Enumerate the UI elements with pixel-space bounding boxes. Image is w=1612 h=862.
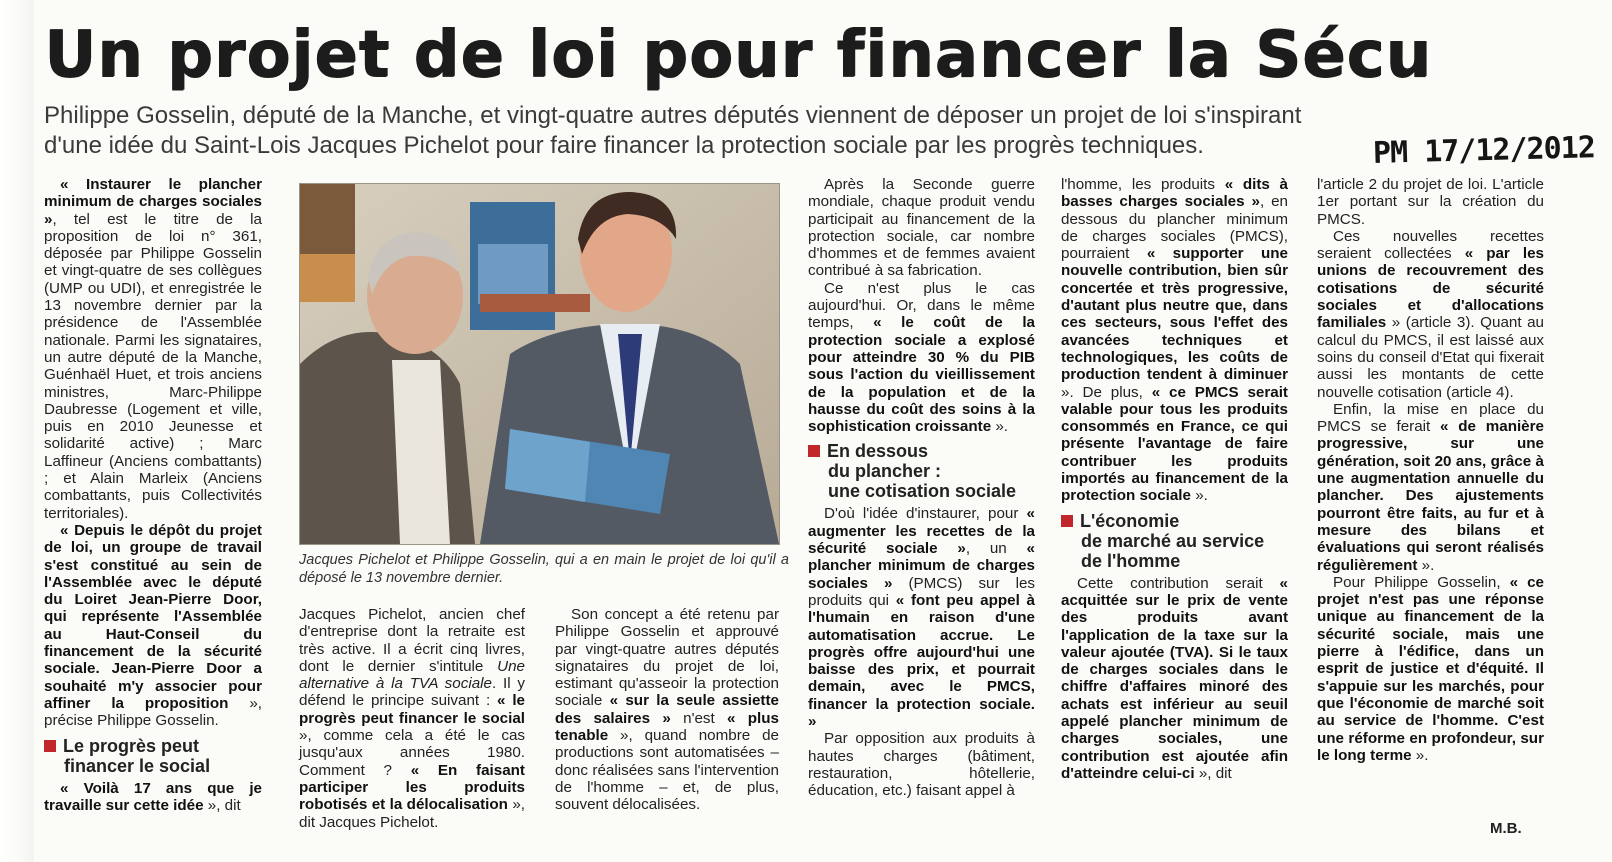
column-1	[44, 176, 262, 814]
subheading: L'économie de marché au service de l'homme	[1061, 511, 1288, 571]
paragraph: l'article 2 du projet de loi. L'article 1er portant sur la création du PMCS.	[1317, 176, 1544, 228]
paragraph: l'homme, les produits « dits à basses charges sociales », en dessous du plancher minimum de charges sociales (PMCS), pourraient « supporter une nouvelle contribution, bien sûr concertée et très progressive, d'autant plus neutre que, dans ces secteurs, sous l'effet des avancées techniques et technologiques, les coûts de production tendent à diminuer ». De plus, « ce PMCS serait valable pour tous les produits consommés en France, ce qui présente l'avantage de faire contribuer les produits importés au financement de la protection sociale ».	[1061, 176, 1288, 505]
column-5	[1061, 176, 1288, 782]
paragraph: Son concept a été retenu par Philippe Gosselin et approuvé par vingt-quatre autres députés signataires du projet de loi, estimant qu'asseoir la protection sociale « sur la seule assiette des salaires » n'est « plus tenable », quand nombre de productions sont automatisées – donc réalisées sans l'intervention de l'homme – et, de plus, souvent délocalisées.	[555, 606, 780, 814]
subheading: Le progrès peut financer le social	[44, 736, 262, 776]
column-6	[1317, 176, 1544, 764]
paragraph: Pour Philippe Gosselin, « ce projet n'est pas une réponse unique au financement de la sécurité sociale, mais une pierre à l'édifice, dans un esprit de justice et d'équité. Il s'appuie sur les marchés, pour que l'économie de marché soit au service de l'homme. C'est une réforme en profondeur, sur le long terme ».	[1317, 573, 1545, 764]
column-3	[555, 606, 779, 814]
article-photo	[299, 183, 780, 545]
paragraph: Par opposition aux produits à hautes charges (bâtiment, restauration, hôtellerie, éducation, etc.) faisant appel à	[808, 730, 1035, 800]
red-square-bullet-icon	[1061, 515, 1073, 527]
paragraph: Après la Seconde guerre mondiale, chaque produit vendu participait au financement de la protection sociale, car nombre d'hommes et de femmes avaient contribué à sa fabrication.	[808, 176, 1035, 280]
photo-caption: Jacques Pichelot et Philippe Gosselin, qui a en main le projet de loi qu'il a déposé le 13 novembre dernier.	[299, 552, 789, 586]
page-margin	[0, 0, 34, 862]
paragraph: « Depuis le dépôt du projet de loi, un groupe de travail s'est constitué au sein de l'Assemblée avec le député du Loiret Jean-Pierre Door, qui représente l'Assemblée au Haut-Conseil du financement de la sécurité sociale. Jean-Pierre Door a souhaité m'y associer pour affiner la proposition », précise Philippe Gosselin.	[44, 521, 262, 730]
subheading: En dessous du plancher : une cotisation sociale	[808, 441, 1035, 501]
lead-paragraph: Philippe Gosselin, député de la Manche, et vingt-quatre autres députés viennent de déposer un projet de loi s'inspirant d'une idée du Saint-Lois Jacques Pichelot pour faire financer la protection sociale par les progrès techniques.	[44, 102, 1302, 159]
author-signature: M.B.	[1490, 820, 1522, 837]
red-square-bullet-icon	[44, 740, 56, 752]
paragraph: « Instaurer le plancher minimum de charges sociales », tel est le titre de la proposition de loi n° 361, déposée par Philippe Gosselin et vingt-quatre de ses collègues (UMP ou UDI), et enregistrée le 13 novembre dernier par la présidence de l'Assemblée nationale. Parmi les signataires, un autre député de la Manche, Guénhaël Huet, et trois anciens ministres, Marc-Philippe Daubresse (Logement et ville, puis en 2010 Jeunesse et solidarité active) ; Marc Laffineur (Anciens combattants) ; et Alain Marleix (Anciens combattants, puis Collectivités territoriales).	[44, 176, 262, 522]
red-square-bullet-icon	[808, 445, 820, 457]
paragraph: Jacques Pichelot, ancien chef d'entreprise dont la retraite est très active. Il a écrit cinq livres, dont le dernier s'intitule Une alternative à la TVA sociale. Il y défend le principe suivant : « le progrès peut financer le social », comme cela a été le cas jusqu'aux années 1980. Comment ? « En faisant participer les produits robotisés et la délocalisation », dit Jacques Pichelot.	[299, 606, 525, 831]
photo-illustration	[300, 184, 779, 544]
headline: Un projet de loi pour financer la Sécu	[44, 18, 1432, 92]
column-2	[299, 606, 525, 831]
handwritten-date-note: PM 17/12/2012	[1372, 130, 1596, 172]
paragraph: D'où l'idée d'instaurer, pour « augmenter les recettes de la sécurité sociale », un « plancher minimum de charges sociales » (PMCS) sur les produits qui « font peu appel à l'humain en raison d'une automatisation accrue. Le progrès offre aujourd'hui une baisse des prix, et pourrait demain, avec le PMCS, financer la protection sociale. »	[808, 505, 1035, 731]
paragraph: Ce n'est plus le cas aujourd'hui. Or, dans le même temps, « le coût de la protection sociale a explosé pour atteindre 30 % du PIB sous l'action du vieillissement de la population et de la hausse du coût des soins à la sophistication croissante ».	[808, 279, 1035, 436]
paragraph: « Voilà 17 ans que je travaille sur cette idée », dit	[44, 779, 262, 814]
paragraph: Ces nouvelles recettes seraient collectées « par les unions de recouvrement des cotisations de sécurité sociales et d'allocations familiales » (article 3). Quant au calcul du PMCS, il est laissé aux soins du conseil d'Etat qui fixerait aussi les montants de cette nouvelle cotisation (article 4).	[1317, 227, 1544, 401]
column-4	[808, 176, 1035, 800]
paragraph: Cette contribution serait « acquittée sur le prix de vente des produits avant l'application de la taxe sur la valeur ajoutée (TVA). Si le taux de charges sociales dans le chiffre d'affaires minoré des achats est inférieur au seuil appelé plancher minimum de charges sociales, une contribution est ajoutée afin d'atteindre celui-ci », dit	[1061, 574, 1288, 782]
paragraph: Enfin, la mise en place du PMCS se ferait « de manière progressive, sur une génération, soit 20 ans, grâce à une augmentation annuelle du plancher. Des ajustements pourront être faits, au fur et à mesure des bilans et évaluations qui seront réalisés régulièrement ».	[1317, 400, 1544, 574]
